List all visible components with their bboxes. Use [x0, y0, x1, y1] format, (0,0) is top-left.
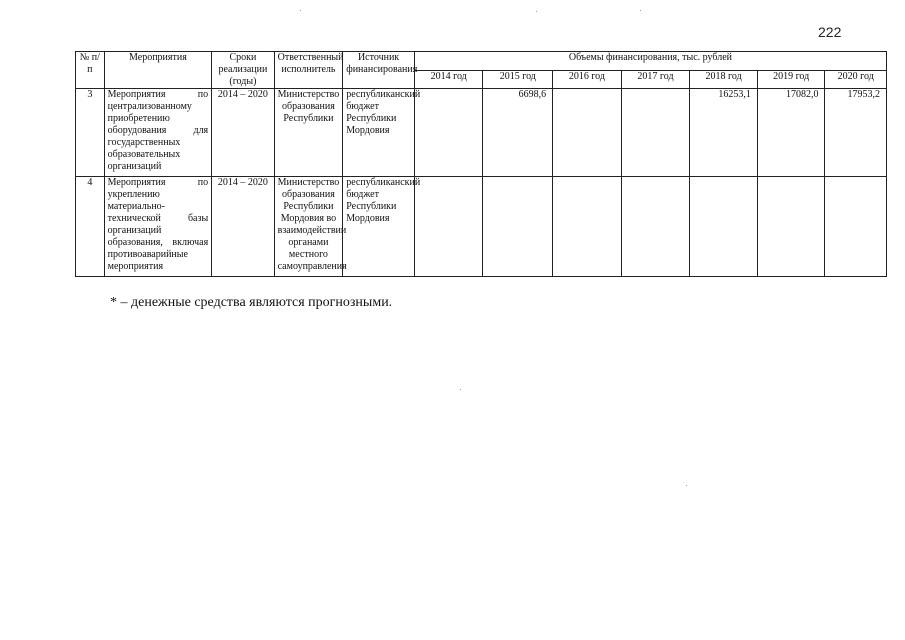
- scan-speck: [686, 485, 687, 486]
- row-source: республиканский бюджет Республики Мордовия: [343, 89, 415, 177]
- row-num: 3: [76, 89, 105, 177]
- header-year: 2014 год: [414, 70, 483, 89]
- row-value: 17953,2: [825, 89, 887, 177]
- header-year: 2018 год: [690, 70, 758, 89]
- footnote: * – денежные средства являются прогнозными.: [110, 295, 393, 310]
- header-row: [76, 52, 887, 71]
- row-value: 6698,6: [483, 89, 553, 177]
- row-value: [553, 89, 622, 177]
- row-executor: Министерство образования Республики: [274, 89, 343, 177]
- row-value: [553, 177, 622, 277]
- row-source: республиканский бюджет Республики Мордовия: [343, 177, 415, 277]
- header-year: 2015 год: [483, 70, 553, 89]
- row-value: [690, 177, 758, 277]
- scan-speck: [300, 10, 301, 11]
- row-measure: Мероприятия по централизованному приобретению оборудования для государственных образовательных организаций: [104, 89, 212, 177]
- header-year: 2020 год: [825, 70, 887, 89]
- header-terms: Сроки реализации (годы): [212, 52, 274, 89]
- row-value: [621, 89, 690, 177]
- scan-speck: [640, 10, 641, 11]
- row-value: [414, 177, 483, 277]
- table-row: [76, 89, 887, 177]
- scan-speck: [536, 11, 537, 12]
- row-value: [757, 177, 825, 277]
- table-row: [76, 177, 887, 277]
- row-value: [825, 177, 887, 277]
- header-volumes: Объемы финансирования, тыс. рублей: [414, 52, 886, 71]
- row-value: [483, 177, 553, 277]
- row-value: 16253,1: [690, 89, 758, 177]
- row-value: [414, 89, 483, 177]
- header-year: 2017 год: [621, 70, 690, 89]
- row-measure: Мероприятия по укреплению материально-технической базы организаций образования, включая противоаварийные мероприятия: [104, 177, 212, 277]
- page-number: 222: [818, 24, 842, 40]
- header-year: 2019 год: [757, 70, 825, 89]
- header-source: Источник финансирования: [343, 52, 415, 89]
- row-executor: Министерство образования Республики Мордовия во взаимодействии органами местного самоуправления: [274, 177, 343, 277]
- header-num: № п/п: [76, 52, 105, 89]
- row-terms: 2014 – 2020: [212, 89, 274, 177]
- row-terms: 2014 – 2020: [212, 177, 274, 277]
- row-num: 4: [76, 177, 105, 277]
- header-executor: Ответственный исполнитель: [274, 52, 343, 89]
- scan-speck: [460, 389, 461, 390]
- financing-table: [75, 51, 887, 277]
- header-year: 2016 год: [553, 70, 622, 89]
- row-value: 17082,0: [757, 89, 825, 177]
- header-measure: Мероприятия: [104, 52, 212, 89]
- row-value: [621, 177, 690, 277]
